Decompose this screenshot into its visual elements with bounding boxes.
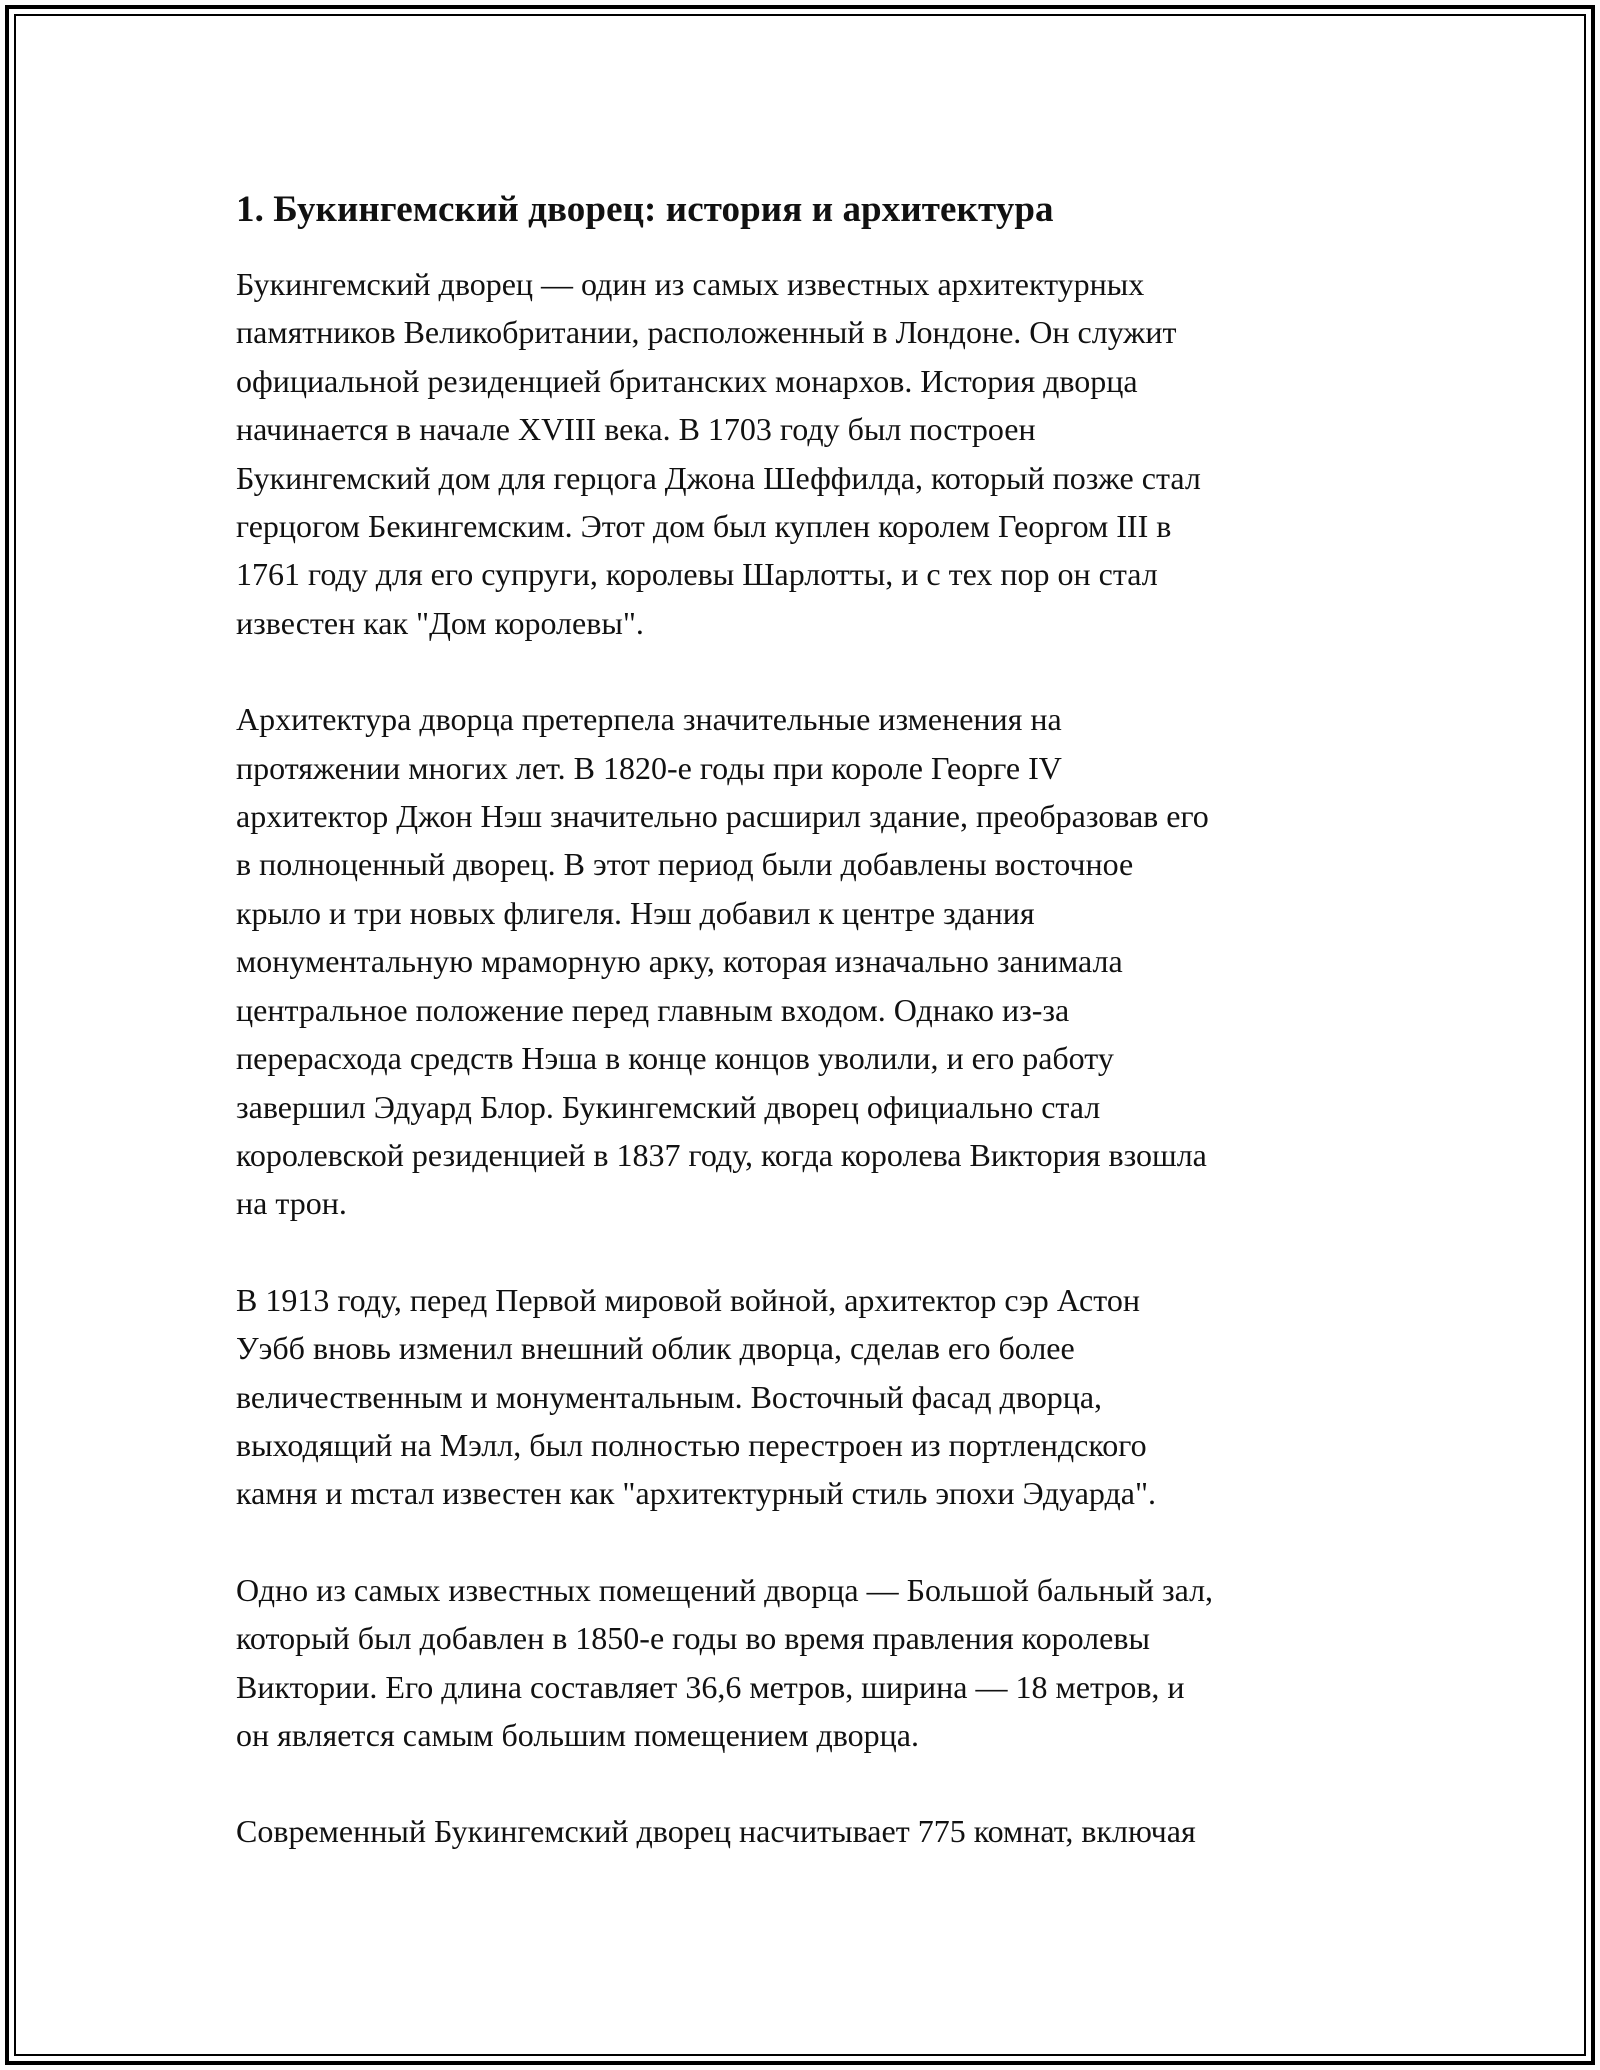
text-line: В 1913 году, перед Первой мировой войной, архитектор сэр Астон xyxy=(236,1281,1140,1318)
text-line: он является самым большим помещением дворца. xyxy=(236,1716,919,1753)
text-line: на трон. xyxy=(236,1185,347,1222)
text-line: величественным и монументальным. Восточный фасад дворца, xyxy=(236,1378,1103,1415)
text-line: Виктории. Его длина составляет 36,6 метров, ширина — 18 метров, и xyxy=(236,1668,1185,1705)
text-line: королевской резиденцией в 1837 году, когда королева Виктория взошла xyxy=(236,1136,1207,1173)
section-heading: 1. Букингемский дворец: история и архитектура xyxy=(236,189,1054,230)
paragraph-ballroom xyxy=(236,1566,1376,1760)
text-line: 1761 году для его супруги, королевы Шарлотты, и с тех пор он стал xyxy=(236,556,1158,593)
paragraph-architecture xyxy=(236,695,1376,1227)
text-line: архитектор Джон Нэш значительно расширил здание, преобразовав его xyxy=(236,798,1209,835)
document-body xyxy=(236,186,1376,1904)
text-line: памятников Великобритании, расположенный в Лондоне. Он служит xyxy=(236,314,1177,351)
text-line: перерасхода средств Нэша в конце концов уволили, и его работу xyxy=(236,1040,1114,1077)
text-line: в полноценный дворец. В этот период были добавлены восточное xyxy=(236,846,1134,883)
text-line: протяжении многих лет. В 1820-е годы при короле Георге IV xyxy=(236,749,1062,786)
text-line: Уэбб вновь изменил внешний облик дворца, сделав его более xyxy=(236,1330,1075,1367)
paragraph-1913-facade xyxy=(236,1276,1376,1518)
text-line: монументальную мраморную арку, которая изначально занимала xyxy=(236,943,1123,980)
text-line: Одно из самых известных помещений дворца — Большой бальный зал, xyxy=(236,1571,1214,1608)
text-line: Архитектура дворца претерпела значительные изменения на xyxy=(236,701,1062,738)
text-line: камня и mстал известен как "архитектурный стиль эпохи Эдуарда". xyxy=(236,1475,1157,1512)
text-line: известен как "Дом королевы". xyxy=(236,604,644,641)
text-line: официальной резиденцией британских монархов. История дворца xyxy=(236,362,1138,399)
text-line: Букингемский дом для герцога Джона Шеффилда, который позже стал xyxy=(236,459,1201,496)
text-line: выходящий на Мэлл, был полностью перестроен из портлендского xyxy=(236,1426,1147,1463)
text-line: центральное положение перед главным входом. Однако из-за xyxy=(236,991,1070,1028)
paragraph-modern-palace xyxy=(236,1807,1376,1855)
text-line: герцогом Бекингемским. Этот дом был куплен королем Георгом III в xyxy=(236,508,1172,545)
text-line: Современный Букингемский дворец насчитывает 775 комнат, включая xyxy=(236,1813,1196,1850)
text-line: Букингемский дворец — один из самых известных архитектурных xyxy=(236,266,1145,302)
paragraph-history xyxy=(236,260,1376,647)
text-line: завершил Эдуард Блор. Букингемский дворец официально стал xyxy=(236,1088,1101,1125)
text-line: крыло и три новых флигеля. Нэш добавил к центре здания xyxy=(236,894,1035,931)
text-line: который был добавлен в 1850-е годы во время правления королевы xyxy=(236,1620,1150,1657)
text-line: начинается в начале XVIII века. В 1703 году был построен xyxy=(236,411,1036,448)
